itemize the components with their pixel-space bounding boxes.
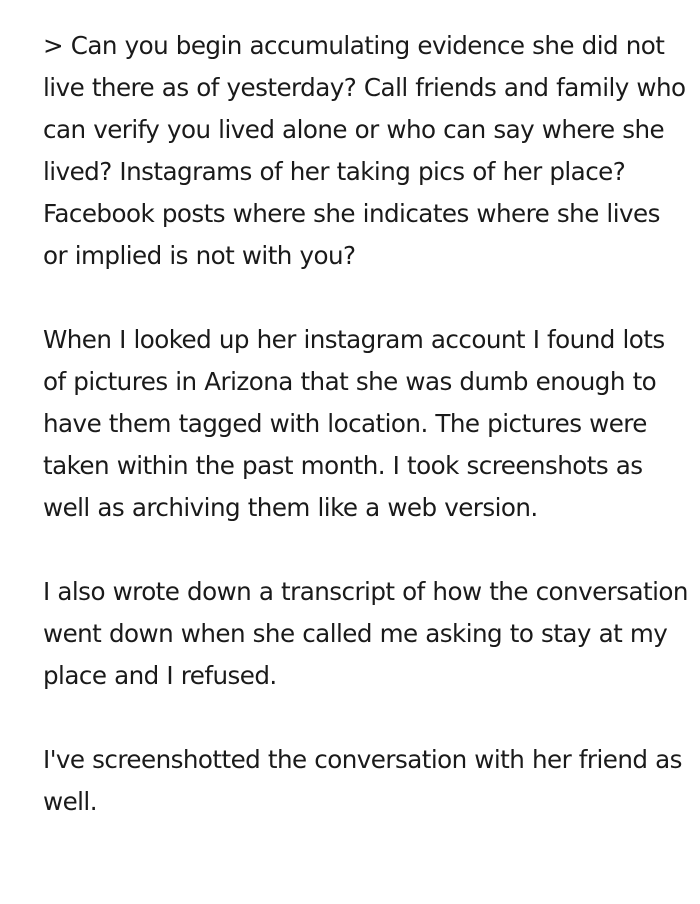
transcript-paragraph: I also wrote down a transcript of how the conversation went down when she called me asking to stay at my place and I refused. (43, 577, 688, 690)
post-body (43, 25, 688, 823)
screenshot-paragraph: I've screenshotted the conversation with her friend as well. (43, 745, 682, 816)
quoted-question-paragraph: > Can you begin accumulating evidence she did not live there as of yesterday? Call friends and family who can verify you lived alone or who can say where she lived? Instagrams of her taking pics of her place? Facebook posts where she indicates where she lives or implied is not with you? (43, 31, 686, 270)
instagram-evidence-paragraph: When I looked up her instagram account I found lots of pictures in Arizona that she was dumb enough to have them tagged with location. The pictures were taken within the past month. I took screenshots as well as archiving them like a web version. (43, 325, 665, 522)
